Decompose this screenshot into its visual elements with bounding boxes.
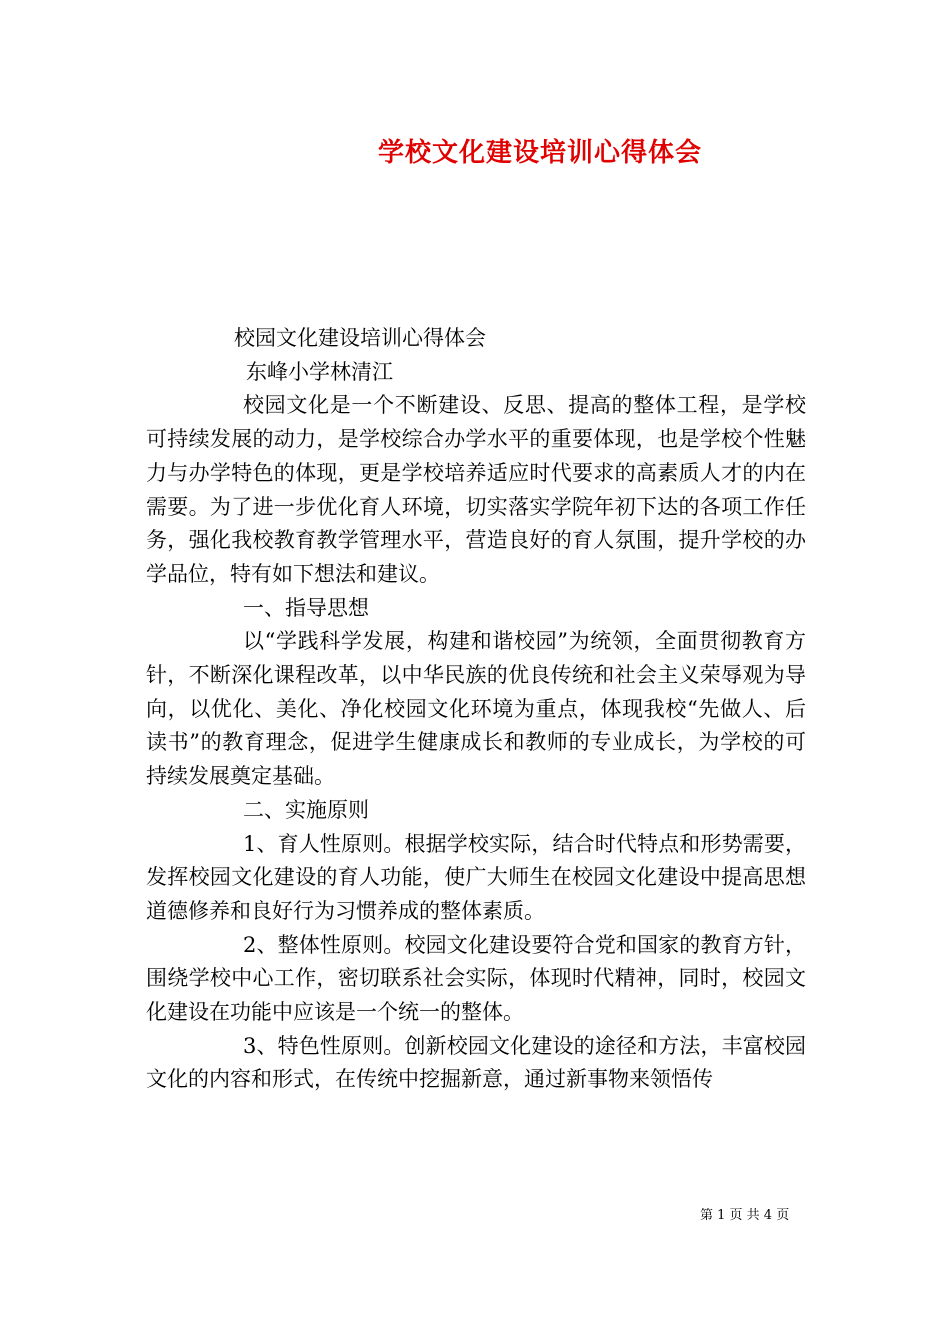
document-subtitle: 校园文化建设培训心得体会 [234,326,486,350]
document-body [146,322,806,1097]
paragraph-principle-1: 1、育人性原则。根据学校实际，结合时代特点和形势需要，发挥校园文化建设的育人功能，使广大师生在校园文化建设中提高思想道德修养和良好行为习惯养成的整体素质。 [146,831,806,923]
page-number-footer: 第 1 页 共 4 页 [700,1208,790,1223]
paragraph-intro: 校园文化是一个不断建设、反思、提高的整体工程，是学校可持续发展的动力，是学校综合办学水平的重要体现，也是学校个性魅力与办学特色的体现，更是学校培养适应时代要求的高素质人才的内在需要。为了进一步优化育人环境，切实落实学院年初下达的各项工作任务，强化我校教育教学管理水平，营造良好的育人氛围，提升学校的办学品位，特有如下想法和建议。 [146,393,806,586]
document-author: 东峰小学林清江 [246,359,393,384]
paragraph-principle-3: 3、特色性原则。创新校园文化建设的途径和方法，丰富校园文化的内容和形式，在传统中挖掘新意，通过新事物来领悟传 [146,1033,806,1092]
document-title: 学校文化建设培训心得体会 [377,138,702,168]
section-heading-principles: 二、实施原则 [243,797,369,822]
paragraph-principle-2: 2、整体性原则。校园文化建设要符合党和国家的教育方针，围绕学校中心工作，密切联系社会实际，体现时代精神，同时，校园文化建设在功能中应该是一个统一的整体。 [146,932,806,1025]
section-heading-guiding: 一、指导思想 [243,595,369,620]
paragraph-guiding: 以“学践科学发展，构建和谐校园”为统领，全面贯彻教育方针，不断深化课程改革，以中华民族的优良传统和社会主义荣辱观为导向，以优化、美化、净化校园文化环境为重点，体现我校“先做人、后读书”的教育理念，促进学生健康成长和教师的专业成长，为学校的可持续发展奠定基础。 [146,629,806,789]
